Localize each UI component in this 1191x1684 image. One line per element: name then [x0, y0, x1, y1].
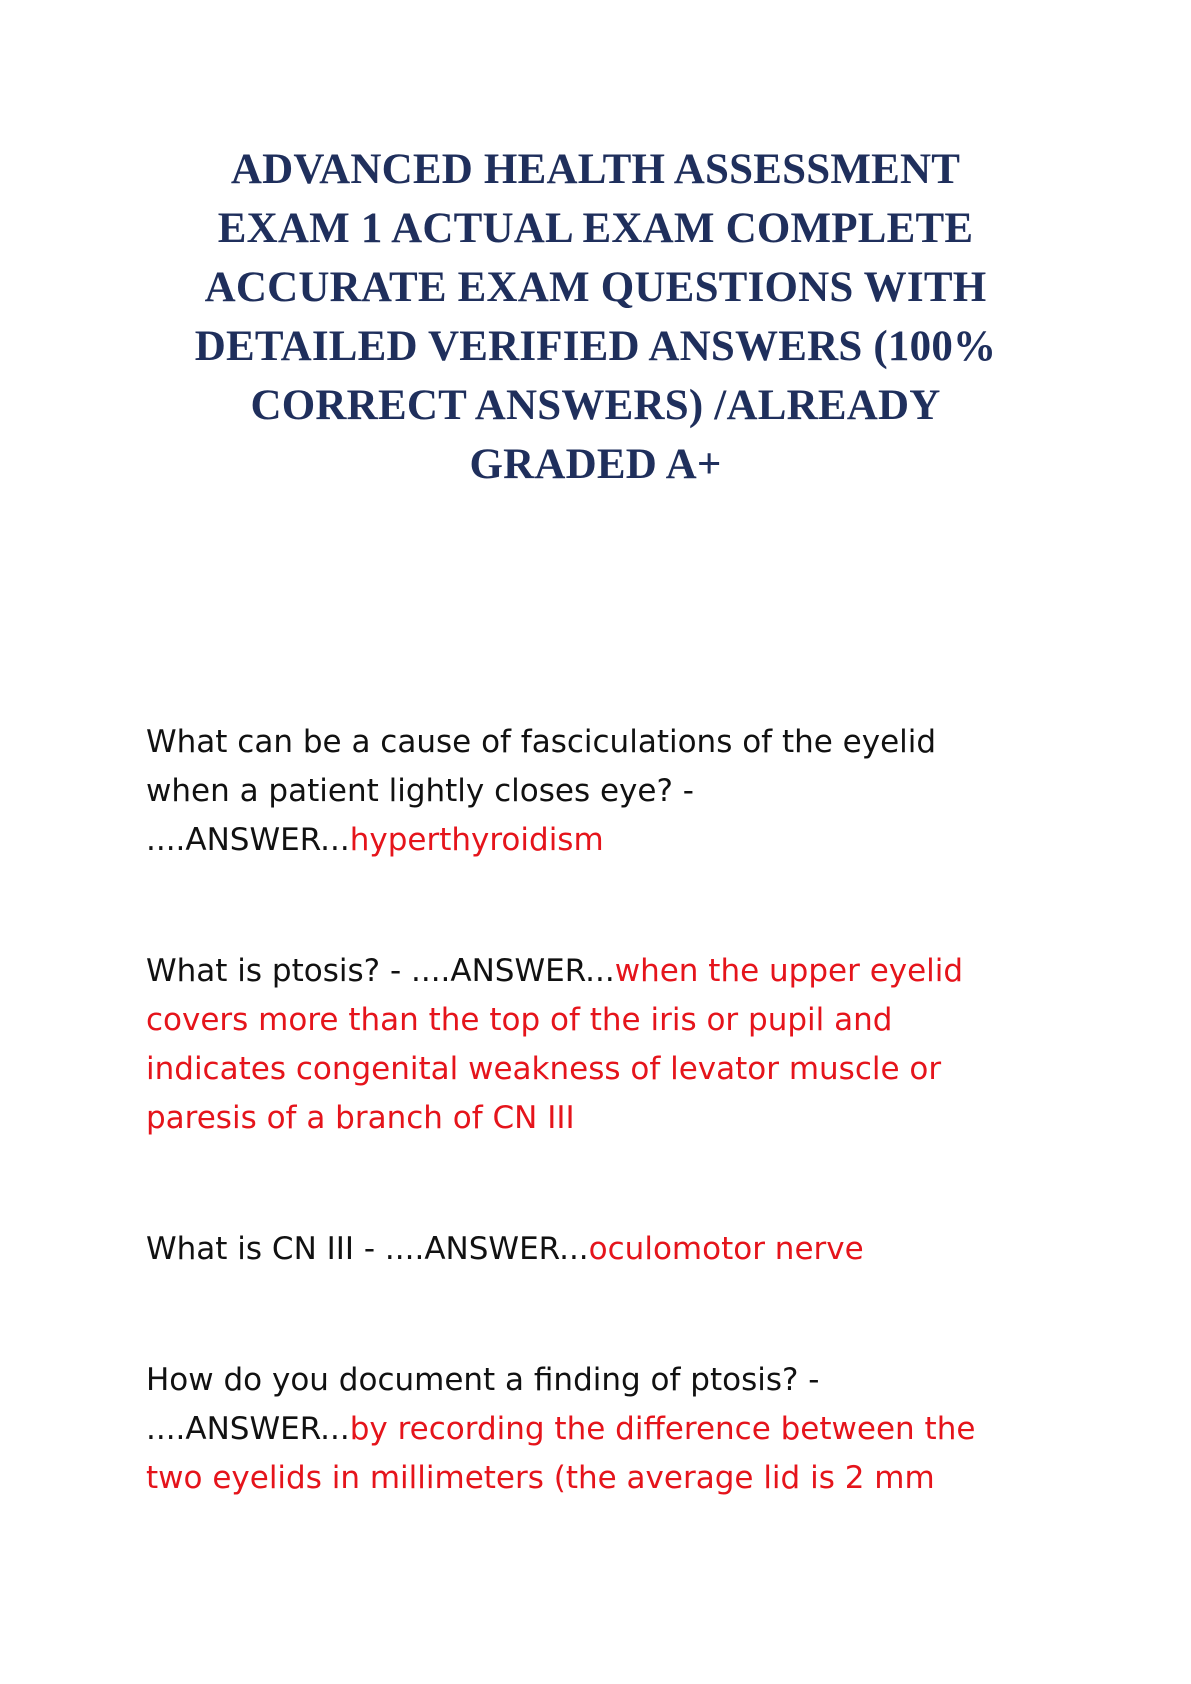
question-text: What can be a cause of fasciculations of the eyelid — [146, 724, 937, 760]
qa-line — [146, 767, 1086, 816]
answer-text: paresis of a branch of CN III — [146, 1100, 575, 1136]
qa-line — [146, 1094, 1086, 1143]
title-line: DETAILED VERIFIED ANSWERS (100% — [194, 323, 997, 370]
title-line: ADVANCED HEALTH ASSESSMENT — [230, 146, 961, 193]
qa-line — [146, 996, 1086, 1045]
question-answer-list — [146, 718, 1086, 1503]
answer-text: when the upper eyelid — [614, 953, 964, 989]
answer-text: oculomotor nerve — [588, 1231, 864, 1267]
qa-item-ptosis — [146, 947, 1086, 1143]
question-text: when a patient lightly closes eye? - — [146, 773, 694, 809]
question-text: ....ANSWER... — [146, 1411, 350, 1447]
title-line: EXAM 1 ACTUAL EXAM COMPLETE — [217, 205, 974, 252]
answer-text: two eyelids in millimeters (the average lid is 2 mm — [146, 1460, 935, 1496]
qa-line — [146, 1225, 1086, 1274]
title-line: ACCURATE EXAM QUESTIONS WITH — [204, 264, 987, 311]
qa-line — [146, 1405, 1086, 1454]
qa-line — [146, 1454, 1086, 1503]
qa-line — [146, 1356, 1086, 1405]
answer-text: hyperthyroidism — [349, 822, 604, 858]
question-text: What is ptosis? - ....ANSWER... — [146, 953, 615, 989]
qa-item-document-ptosis — [146, 1356, 1086, 1503]
answer-text: covers more than the top of the iris or pupil and — [146, 1002, 893, 1038]
question-text: How do you document a finding of ptosis? - — [146, 1362, 820, 1398]
answer-text: by recording the difference between the — [349, 1411, 976, 1447]
qa-line — [146, 718, 1086, 767]
qa-item-eyelid-fasciculations — [146, 718, 1086, 865]
title-line: CORRECT ANSWERS) /ALREADY — [250, 382, 941, 429]
answer-text: indicates congenital weakness of levator muscle or — [146, 1051, 942, 1087]
question-text: ....ANSWER... — [146, 822, 350, 858]
qa-item-cn-iii — [146, 1225, 1086, 1274]
title-line: GRADED A+ — [469, 441, 722, 488]
question-text: What is CN III - ....ANSWER... — [146, 1231, 589, 1267]
qa-line — [146, 947, 1086, 996]
document-title — [130, 140, 1061, 494]
qa-line — [146, 1045, 1086, 1094]
qa-line — [146, 816, 1086, 865]
